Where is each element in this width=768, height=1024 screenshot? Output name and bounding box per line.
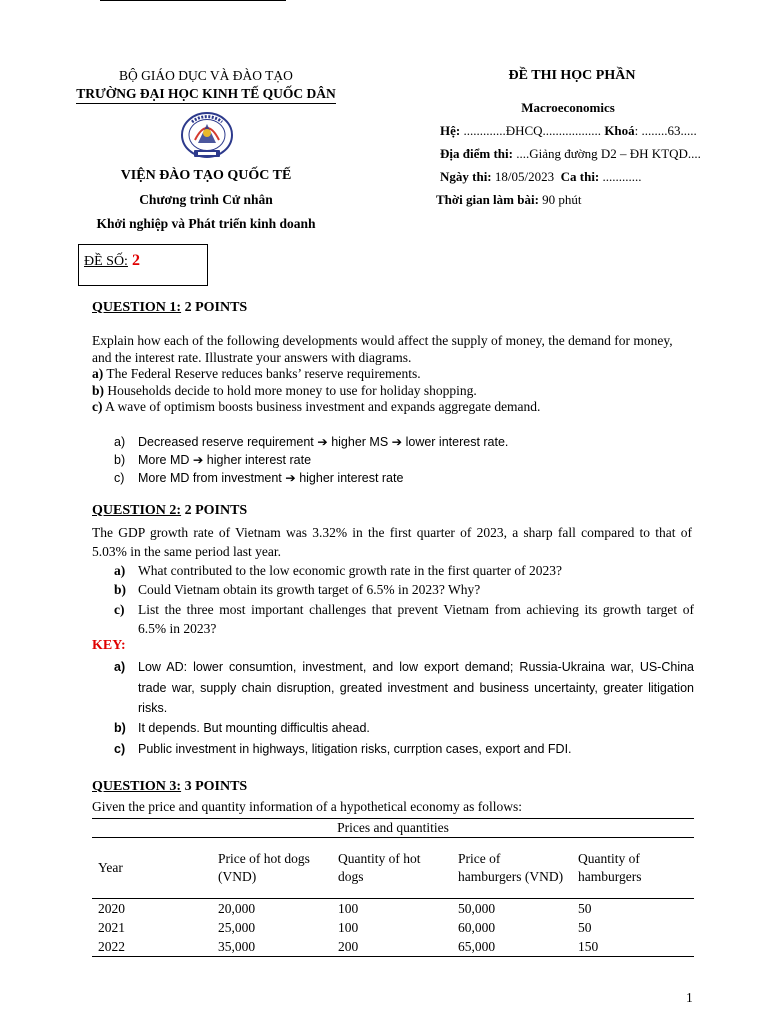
table-caption: Prices and quantities — [92, 819, 694, 838]
answer-item — [114, 470, 403, 485]
shift-label: Ca thi: — [560, 169, 600, 184]
duration-value: 90 phút — [538, 192, 582, 207]
system-label: Hệ: — [440, 123, 461, 138]
question-3-points: 3 POINTS — [181, 779, 248, 794]
answer-label: b) — [114, 453, 126, 467]
date-line — [440, 169, 642, 185]
key-item-b — [114, 718, 694, 739]
question-3-intro: Given the price and quantity information of a hypothetical economy as follows: — [92, 799, 523, 814]
table-cell: 200 — [332, 937, 452, 957]
key-label: KEY: — [92, 638, 126, 653]
item-label: a) — [114, 563, 126, 578]
table-cell: 100 — [338, 919, 359, 935]
question-2-item-c — [114, 600, 694, 638]
program-name: Khởi nghiệp và Phát triển kinh doanh — [96, 216, 316, 231]
table-header-row — [92, 838, 694, 899]
system-line — [440, 123, 697, 139]
university-name — [60, 86, 352, 102]
question-2-title — [92, 503, 247, 519]
answer-text: Decreased reserve requirement ➔ higher MS ➔ lower interest rate. — [138, 435, 509, 449]
question-1-points: 2 POINTS — [181, 300, 248, 315]
item-text: Households decide to hold more money to use for holiday shopping. — [104, 382, 477, 398]
exam-code — [84, 252, 140, 270]
key-item-c — [114, 739, 694, 760]
answer-label: a) — [114, 435, 126, 449]
table-cell: 50 — [578, 919, 592, 935]
key-item-a — [114, 657, 694, 719]
answer-item — [114, 434, 508, 449]
table-row — [92, 937, 694, 957]
table-cell: 35,000 — [212, 937, 332, 957]
question-1-item-a — [92, 366, 692, 383]
item-text: The Federal Reserve reduces banks’ reserve requirements. — [103, 366, 421, 381]
top-rule — [100, 0, 286, 1]
key-item-text: Public investment in highways, litigation risks, currption cases, export and FDI. — [138, 742, 572, 756]
course-name: Macroeconomics — [521, 100, 615, 115]
table-row — [92, 899, 694, 919]
university-text: TRƯỜNG ĐẠI HỌC KINH TẾ QUỐC DÂN — [76, 86, 336, 104]
table-cell: 25,000 — [218, 919, 256, 935]
column-header: Quantity of hamburgers — [572, 838, 694, 899]
table-cell: 2021 — [98, 919, 125, 935]
item-label: a) — [92, 366, 104, 381]
item-label: c) — [114, 602, 125, 617]
question-3-title — [92, 779, 247, 795]
table-cell: 2022 — [92, 937, 212, 957]
university-logo — [178, 110, 236, 164]
page-number: 1 — [686, 990, 693, 1005]
question-1-title — [92, 300, 247, 316]
table-cell: 60,000 — [458, 919, 496, 935]
key-item-label: c) — [114, 742, 126, 756]
exam-code-value: 2 — [131, 252, 140, 269]
shift-value: ............ — [599, 169, 642, 184]
table-cell: 50,000 — [458, 900, 496, 916]
question-1-item-b — [92, 383, 692, 400]
answer-text: More MD from investment ➔ higher interest rate — [138, 471, 404, 485]
item-label: b) — [114, 582, 127, 597]
program-label: Chương trình Cử nhân — [139, 192, 273, 207]
item-text: Could Vietnam obtain its growth target of 6.5% in 2023? Why? — [138, 582, 481, 597]
item-text: A wave of optimism boosts business investment and expands aggregate demand. — [102, 399, 541, 414]
item-text: List the three most important challenges that prevent Vietnam from achieving its growth target of 6.5% in 2023? — [138, 602, 694, 636]
answer-text: More MD ➔ higher interest rate — [138, 453, 312, 467]
table-caption-row — [92, 819, 694, 838]
answer-item — [114, 452, 311, 467]
table-cell: 2020 — [98, 900, 125, 916]
table-cell: 100 — [338, 900, 359, 916]
question-2-item-b — [114, 580, 694, 599]
column-header: Year — [92, 838, 212, 899]
table-cell: 20,000 — [218, 900, 256, 916]
question-1-label: QUESTION 1: — [92, 300, 182, 315]
table-cell: 65,000 — [452, 937, 572, 957]
column-header: Price of hamburgers (VND) — [452, 838, 572, 899]
duration-label: Thời gian làm bài: — [436, 192, 539, 207]
item-label: b) — [92, 382, 105, 398]
item-label: c) — [92, 399, 103, 414]
exam-code-label: ĐỀ SỐ: — [84, 254, 128, 269]
key-item-label: b) — [114, 721, 126, 735]
question-1-intro: Explain how each of the following developments would affect the supply of money, the demand for money, and the interest rate. Illustrate your answers with diagrams. — [92, 333, 673, 365]
khoa-value: : ........63..... — [634, 123, 697, 138]
question-1-item-c — [92, 399, 692, 416]
question-2-label: QUESTION 2: — [92, 503, 182, 518]
khoa-label: Khoá — [604, 123, 635, 138]
institute-name: VIỆN ĐÀO TẠO QUỐC TẾ — [120, 168, 292, 183]
duration-line — [436, 192, 582, 208]
key-item-text: It depends. But mounting difficultis ahead. — [138, 721, 370, 735]
prices-table — [92, 818, 694, 957]
key-item-text: Low AD: lower consumtion, investment, and low export demand; Russia-Ukraina war, US-China trade war, supply chain disruption, greated investment and business uncertainty, greater litigation risks. — [138, 660, 694, 715]
column-header: Quantity of hot dogs — [332, 838, 452, 899]
question-2-points: 2 POINTS — [181, 503, 248, 518]
place-label: Địa điểm thi: — [440, 146, 513, 161]
column-header: Price of hot dogs (VND) — [212, 838, 332, 899]
answer-label: c) — [114, 471, 125, 485]
place-value: ....Giảng đường D2 – ĐH KTQD.... — [512, 146, 701, 161]
key-item-label: a) — [114, 660, 126, 674]
ministry-name: BỘ GIÁO DỤC VÀ ĐÀO TẠO — [119, 68, 293, 83]
table-cell: 150 — [572, 937, 694, 957]
table-row — [92, 918, 694, 937]
date-value: 18/05/2023 — [491, 169, 555, 184]
system-value: .............ĐHCQ.................. — [460, 123, 602, 138]
place-line — [440, 146, 701, 162]
question-2-intro: The GDP growth rate of Vietnam was 3.32% in the first quarter of 2023, a sharp fall compared to that of 5.03% in the same period last year. — [92, 525, 692, 559]
exam-title: ĐỀ THI HỌC PHẦN — [508, 68, 636, 83]
question-1-body — [92, 333, 692, 416]
question-2-item-a — [114, 561, 694, 580]
question-3-label: QUESTION 3: — [92, 779, 182, 794]
item-text: What contributed to the low economic growth rate in the first quarter of 2023? — [138, 563, 562, 578]
date-label: Ngày thi: — [440, 169, 492, 184]
table-cell: 50 — [578, 900, 592, 916]
